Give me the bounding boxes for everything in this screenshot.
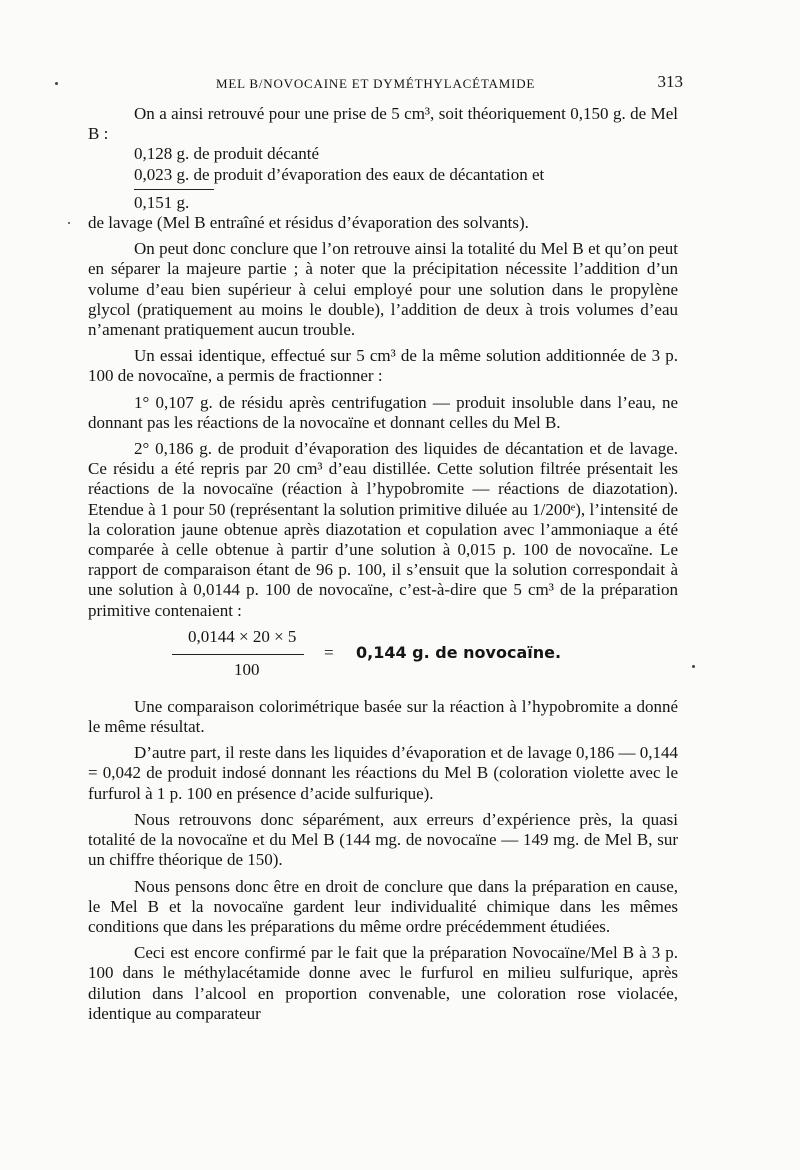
formula-denominator: 100 (234, 659, 260, 679)
list-line-evaporation: 0,023 g. de produit d’évaporation des eaux de décantation et (134, 164, 545, 184)
paragraph-2: On peut donc conclure que l’on retrouve ainsi la totalité du Mel B et qu’on peut en séparer la majeure partie ; à noter que la précipitation nécessite l’addition d’un volume d’eau bien supérieur à celui employé pour une solution dans le propylène glycol (pratiquement au moins le double), l’addition de deux à trois volumes d’eau n’amenant pratiquement aucun trouble. (88, 239, 678, 340)
paragraph-3: Un essai identique, effectué sur 5 cm³ de la même solution additionnée de 3 p. 100 de novocaïne, a permis de fractionner : (88, 346, 678, 386)
formula-numerator: 0,0144 × 20 × 5 (188, 626, 297, 646)
paragraph-6: Une comparaison colorimétrique basée sur la réaction à l’hypobromite a donné le même résultat. (88, 696, 678, 737)
list-line-decanted: 0,128 g. de produit décanté (134, 144, 320, 164)
scan-speck (692, 665, 695, 668)
paragraph-5: 2° 0,186 g. de produit d’évaporation des liquides de décantation et de lavage. Ce résidu a été repris par 20 cm³ d’eau distillée. Cette solution filtrée présentait les réactions de la novocaïne (réaction à l’hypobromite — réactions de diazotation). Etendue à 1 pour 50 (représentant la solution primitive diluée au 1/200ᵉ), l’intensité de la coloration jaune obtenue après diazotation et copulation avec l’ammoniaque a été comparée à celle obtenue à partir d’une solution à 0,015 p. 100 de novocaïne. Le rapport de comparaison étant de 96 p. 100, il s’ensuit que la solution correspondait à une solution à 0,0144 p. 100 de novocaïne, c’est-à-dire que 5 cm³ de la préparation primitive contenaient : (88, 439, 678, 620)
paragraph-1-end: de lavage (Mel B entraîné et résidus d’évaporation des solvants). (88, 213, 529, 233)
sum-rule (134, 189, 214, 190)
paragraph-1: On a ainsi retrouvé pour une prise de 5 cm³, soit théoriquement 0,150 g. de Mel B : (88, 104, 678, 144)
paragraph-8: Nous retrouvons donc séparément, aux erreurs d’expérience près, la quasi totalité de la novocaïne et du Mel B (144 mg. de novocaïne — 149 mg. de Mel B, sur un chiffre théorique de 150). (88, 809, 678, 870)
sum-total: 0,151 g. (134, 192, 190, 212)
running-title: MEL B/NOVOCAINE ET DYMÉTHYLACÉTAMIDE (216, 76, 536, 91)
paragraph-9: Nous pensons donc être en droit de conclure que dans la préparation en cause, le Mel B et la novocaïne gardent leur individualité chimique dans les mêmes conditions que dans les préparations du même ordre précédemment étudiées. (88, 876, 678, 936)
formula (88, 627, 678, 687)
scan-speck (55, 82, 58, 85)
body-text (88, 104, 678, 1030)
scan-speck (68, 222, 70, 224)
formula-equals: = (324, 642, 334, 662)
paragraph-4: 1° 0,107 g. de résidu après centrifugation — produit insoluble dans l’eau, ne donnant pas les réactions de la novocaïne et donnant celles du Mel B. (88, 392, 678, 432)
fraction-bar (172, 654, 304, 655)
paragraph-7: D’autre part, il reste dans les liquides d’évaporation et de lavage 0,186 — 0,144 = 0,042 de produit indosé donnant les réactions du Mel B (coloration violette avec le furfurol à 1 p. 100 en présence d’acide sulfurique). (88, 743, 678, 803)
formula-result: 0,144 g. de novocaïne. (356, 642, 562, 662)
paragraph-10: Ceci est encore confirmé par le fait que la préparation Novocaïne/Mel B à 3 p. 100 dans le méthylacétamide donne avec le furfurol en milieu sulfurique, après dilution dans l’alcool en proportion convenable, une coloration rose violacée, identique au comparateur (88, 943, 678, 1023)
page-number: 313 (657, 72, 683, 91)
